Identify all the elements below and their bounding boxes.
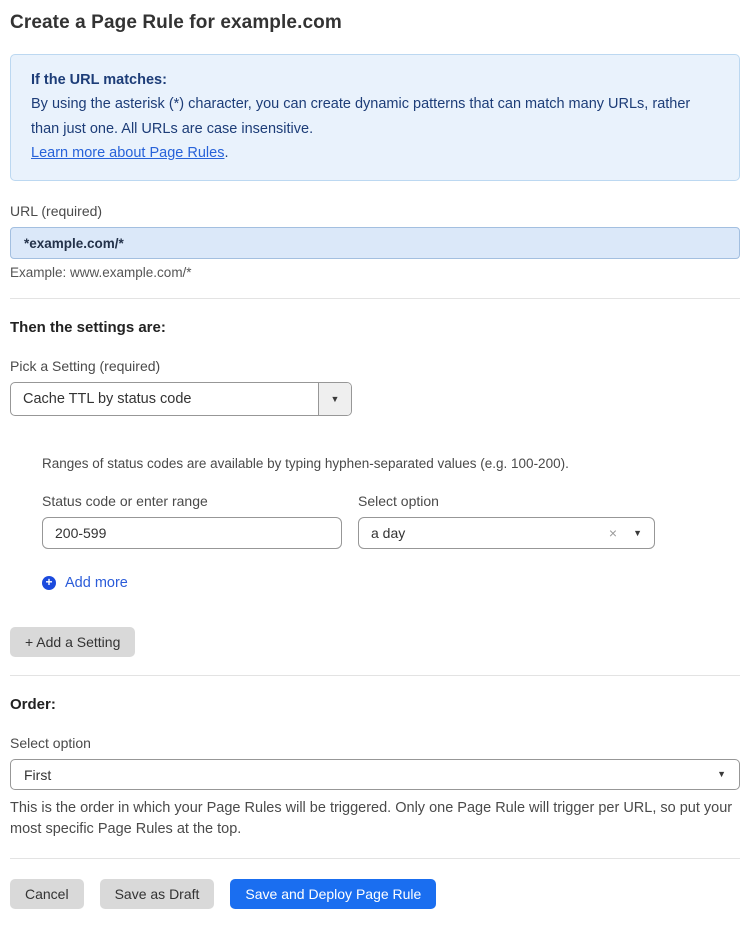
save-draft-button[interactable]: Save as Draft [100,879,215,909]
ttl-select-value: a day [371,525,406,542]
setting-select[interactable] [10,382,352,416]
setting-detail-panel [42,456,740,591]
chevron-down-icon: ▼ [717,769,726,780]
add-more-label: Add more [65,575,128,592]
setting-select-value: Cache TTL by status code [23,391,192,408]
pick-setting-label: Pick a Setting (required) [10,358,161,375]
info-box-heading: If the URL matches: [31,72,167,88]
order-select-value: First [24,766,52,783]
divider [10,675,740,676]
ttl-option-field [358,493,655,549]
order-heading: Order: [10,696,56,714]
status-code-row [42,493,740,549]
add-setting-button[interactable]: + Add a Setting [10,627,135,657]
cancel-button[interactable]: Cancel [10,879,84,909]
status-code-label: Status code or enter range [42,493,208,510]
chevron-down-icon: ▼ [633,527,642,538]
footer-actions [10,879,740,909]
link-suffix: . [224,145,229,162]
ttl-select[interactable] [358,517,655,549]
plus-circle-icon: + [42,576,56,590]
setting-select-arrow-button[interactable] [318,383,351,415]
status-code-input[interactable] [42,517,342,549]
info-box-link-line [31,141,719,165]
add-more-link[interactable] [42,575,128,591]
chevron-down-icon: ▼ [330,393,340,404]
divider [10,298,740,299]
url-input[interactable] [10,227,740,259]
page-title: Create a Page Rule for example.com [10,12,342,33]
order-select[interactable] [10,759,740,790]
order-select-label: Select option [10,735,91,752]
order-helper-text: This is the order in which your Page Rules will be triggered. Only one Page Rule will trigger per URL, so put your most specific Page Rules at the top. [10,800,733,838]
url-label: URL (required) [10,203,103,220]
status-code-field [42,493,342,549]
url-helper-text: Example: www.example.com/* [10,265,192,281]
settings-heading: Then the settings are: [10,319,166,337]
ttl-option-label: Select option [358,493,439,510]
status-range-hint: Ranges of status codes are available by typing hyphen-separated values (e.g. 100-200). [42,456,569,472]
divider [10,858,740,859]
clear-icon[interactable]: × [608,525,618,542]
learn-more-link[interactable]: Learn more about Page Rules [31,145,225,162]
info-box-body: By using the asterisk (*) character, you can create dynamic patterns that can match many URLs, rather than just one. All URLs are case insensitive. [31,96,691,137]
save-deploy-button[interactable]: Save and Deploy Page Rule [230,879,436,909]
url-match-info-box [10,54,740,181]
